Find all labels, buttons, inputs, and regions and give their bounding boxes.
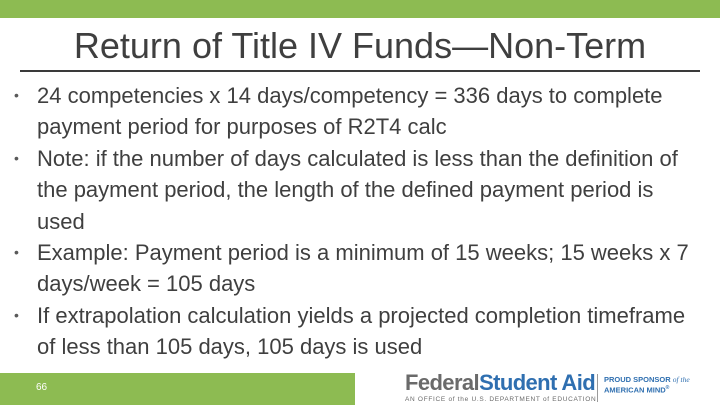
slide-title: Return of Title IV Funds—Non-Term xyxy=(73,25,647,66)
logo-federal: Federal xyxy=(405,370,480,395)
bullet-icon: • xyxy=(14,149,19,166)
logo-tagline: AN OFFICE of the U.S. DEPARTMENT of EDUCATION xyxy=(405,396,597,403)
logo-wordmark xyxy=(405,370,595,396)
page-number: 66 xyxy=(36,382,48,393)
footer-accent-band xyxy=(0,373,355,405)
sponsor-line-1: PROUD SPONSOR xyxy=(604,375,671,384)
sponsor-of: of the xyxy=(672,375,690,384)
bullet-text-3: Example: Payment period is a minimum of 15 weeks; 15 weeks x 7 days/week = 105 days xyxy=(37,240,689,297)
logo-divider xyxy=(597,374,598,402)
registered-mark: ® xyxy=(665,385,670,391)
bullet-icon: • xyxy=(14,87,19,103)
logo-student-aid: Student Aid xyxy=(479,370,596,395)
bullet-item-1 xyxy=(14,80,704,143)
bullet-list xyxy=(14,80,704,363)
sponsor-badge xyxy=(604,375,690,395)
bullet-text-2: Note: if the number of days calculated is less than the definition of the payment period, the length of the defined payment period is used xyxy=(37,145,678,234)
bullet-item-2 xyxy=(14,143,704,237)
sponsor-line-2: AMERICAN MIND xyxy=(604,385,666,395)
title-underline xyxy=(20,70,700,72)
federal-student-aid-logo xyxy=(405,370,597,403)
bullet-icon: • xyxy=(14,306,19,323)
bullet-text-4: If extrapolation calculation yields a projected completion timeframe of less than 105 days, 105 days is used xyxy=(37,302,686,360)
bullet-item-3 xyxy=(14,237,704,300)
bullet-item-4 xyxy=(14,300,704,363)
top-accent-band xyxy=(0,0,720,18)
bullet-icon: • xyxy=(14,244,19,261)
bullet-text-1: 24 competencies x 14 days/competency = 336 days to complete payment period for purposes of R2T4 calc xyxy=(37,83,663,140)
